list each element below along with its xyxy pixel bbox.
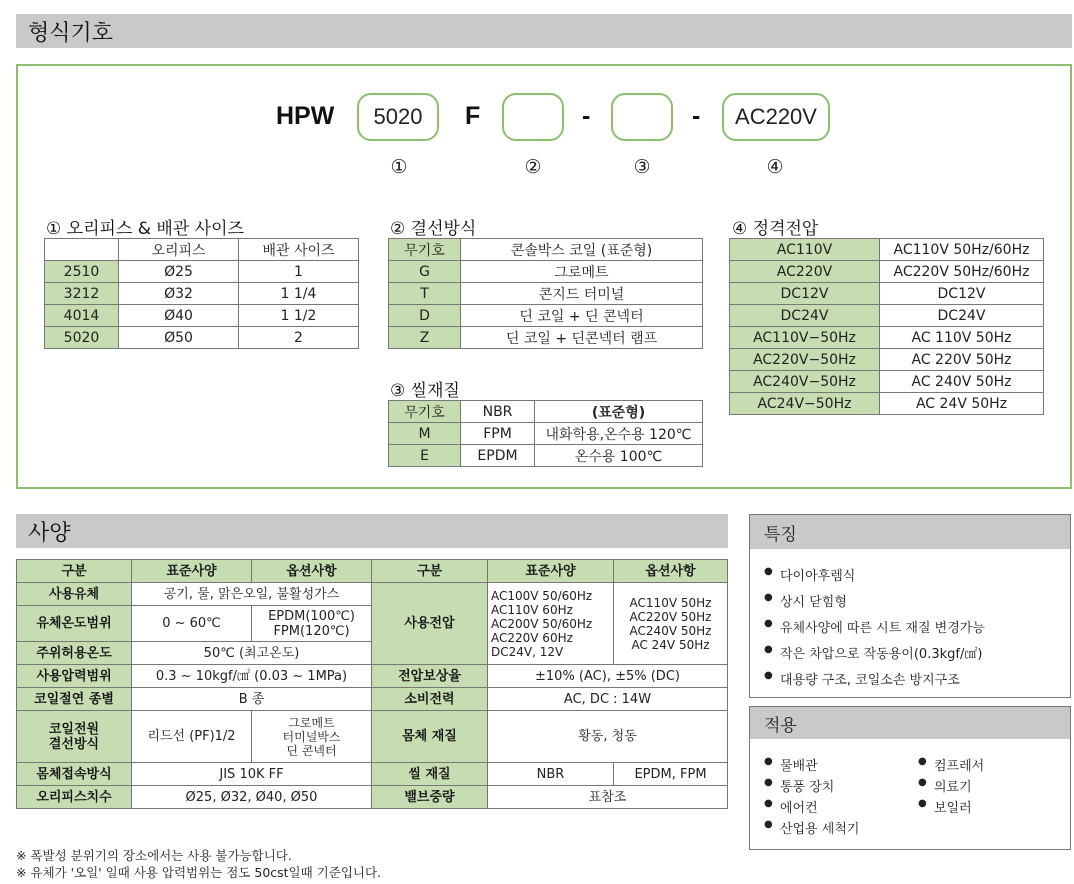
features-list xyxy=(750,549,1070,695)
table-cell: 그로메트 xyxy=(461,261,703,283)
table-cell: AC24V−50Hz xyxy=(730,393,880,415)
table-cell: Z xyxy=(389,327,461,349)
table-cell: 공기, 물, 맑은오일, 불활성가스 xyxy=(132,583,372,606)
list-item: ● 의료기 xyxy=(914,776,984,797)
code-dash-1: - xyxy=(582,102,591,130)
table-row xyxy=(17,665,728,688)
code-num-3: ③ xyxy=(633,156,651,178)
table-cell: 리드선 (PF)1/2 xyxy=(132,711,252,763)
spec-table xyxy=(16,559,728,809)
voltage-std-line: AC110V 60Hz xyxy=(491,602,573,617)
note-line: ※ 유체가 '오일' 일때 사용 압력범위는 점도 50cst일때 기준입니다. xyxy=(16,865,382,880)
voltage-code-box xyxy=(722,93,830,141)
table-cell: 황동, 청동 xyxy=(488,711,728,763)
table-header-cell: 오리피스 xyxy=(119,239,239,261)
table-cell: Ø50 xyxy=(119,327,239,349)
table-row xyxy=(389,423,703,445)
voltage-std-line: AC200V 50/60Hz xyxy=(491,616,593,631)
coil-label-line: 코일전원 xyxy=(48,721,100,737)
coil-opt-cell xyxy=(252,711,372,763)
table-cell: 4014 xyxy=(45,305,119,327)
voltage-std-cell xyxy=(488,583,614,665)
table-header-cell: 옵션사항 xyxy=(252,560,372,583)
table-header-cell: 구분 xyxy=(17,560,132,583)
table-row xyxy=(389,445,703,467)
table-cell: AC110V−50Hz xyxy=(730,327,880,349)
voltage-std-line: DC24V, 12V xyxy=(491,644,564,659)
wiring-title: ② 결선방식 xyxy=(390,219,477,239)
code-dash-2: - xyxy=(692,102,701,130)
table-cell: 주위허용온도 xyxy=(17,642,132,665)
code-num-4: ④ xyxy=(766,156,784,178)
table-cell: AC220V xyxy=(730,261,880,283)
voltage-title: ④ 정격전압 xyxy=(732,219,819,239)
table-cell: 콘지드 터미널 xyxy=(461,283,703,305)
table-row xyxy=(17,711,728,763)
table-header-row xyxy=(389,239,703,261)
voltage-opt-line: AC 24V 50Hz xyxy=(631,637,710,652)
table-cell: AC, DC : 14W xyxy=(488,688,728,711)
table-row xyxy=(45,283,359,305)
table-cell: 표참조 xyxy=(488,786,728,809)
table-header-row xyxy=(45,239,359,261)
table-cell: 몸체접속방식 xyxy=(17,763,132,786)
table-row xyxy=(730,349,1044,371)
table-cell: 몸체 재질 xyxy=(372,711,488,763)
table-header-cell: 배관 사이즈 xyxy=(239,239,359,261)
voltage-std-line: AC100V 50/60Hz xyxy=(491,588,593,603)
table-row xyxy=(730,393,1044,415)
table-cell: M xyxy=(389,423,461,445)
table-cell: AC220V 50Hz/60Hz xyxy=(880,261,1044,283)
table-row xyxy=(17,583,728,606)
table-cell: Ø40 xyxy=(119,305,239,327)
list-item: ● 대용량 구조, 코일소손 방지구조 xyxy=(760,669,1070,695)
features-box xyxy=(749,514,1071,698)
applications-header xyxy=(750,707,1070,739)
table-row xyxy=(389,283,703,305)
table-cell: AC110V 50Hz/60Hz xyxy=(880,239,1044,261)
coil-label-cell xyxy=(17,711,132,763)
table-header-row xyxy=(389,401,703,423)
wiring-table xyxy=(388,238,703,349)
table-cell: 코일절연 종별 xyxy=(17,688,132,711)
table-cell: 무기호 xyxy=(389,239,461,261)
table-cell: 사용압력범위 xyxy=(17,665,132,688)
table-cell: 사용유체 xyxy=(17,583,132,606)
table-cell: G xyxy=(389,261,461,283)
table-cell: E xyxy=(389,445,461,467)
spec-section-header xyxy=(16,514,728,548)
table-cell: 50℃ (최고온도) xyxy=(132,642,372,665)
table-row xyxy=(45,261,359,283)
orifice-title: ① 오리피스 & 배관 사이즈 xyxy=(46,219,244,239)
code-num-1: ① xyxy=(390,156,408,178)
list-item: ● 작은 차압으로 작동용이(0.3kgf/㎠) xyxy=(760,643,1070,669)
table-cell: 무기호 xyxy=(389,401,461,423)
size-code-box xyxy=(357,93,439,141)
table-cell: DC24V xyxy=(730,305,880,327)
table-cell: NBR xyxy=(461,401,535,423)
table-cell: 2 xyxy=(239,327,359,349)
fluid-temp-opt-line: FPM(120℃) xyxy=(273,623,350,639)
table-cell: 소비전력 xyxy=(372,688,488,711)
voltage-opt-line: AC220V 50Hz xyxy=(629,609,712,624)
table-cell: ±10% (AC), ±5% (DC) xyxy=(488,665,728,688)
table-cell: T xyxy=(389,283,461,305)
table-header-cell: 표준사양 xyxy=(132,560,252,583)
voltage-opt-line: AC240V 50Hz xyxy=(629,623,712,638)
model-prefix: HPW xyxy=(276,102,335,130)
applications-box xyxy=(749,706,1071,850)
table-cell: AC220V−50Hz xyxy=(730,349,880,371)
table-header-cell xyxy=(45,239,119,261)
table-row xyxy=(730,283,1044,305)
list-item: ● 에어컨 xyxy=(760,797,859,818)
table-row xyxy=(730,327,1044,349)
table-cell: DC12V xyxy=(730,283,880,305)
applications-list-left xyxy=(760,755,859,839)
table-cell: 전압보상율 xyxy=(372,665,488,688)
code-num-2: ② xyxy=(524,156,542,178)
coil-label-line: 결선방식 xyxy=(48,736,100,752)
applications-list-right xyxy=(914,755,984,818)
note-line: ※ 폭발성 분위기의 장소에서는 사용 불가능합니다. xyxy=(16,848,292,863)
list-item: ● 유체사양에 따른 시트 재질 변경가능 xyxy=(760,617,1070,643)
table-row xyxy=(730,371,1044,393)
table-cell: DC24V xyxy=(880,305,1044,327)
table-cell: 씰 재질 xyxy=(372,763,488,786)
table-cell: 0.3 ~ 10kgf/㎠ (0.03 ~ 1MPa) xyxy=(132,665,372,688)
table-header-cell: 표준사양 xyxy=(488,560,614,583)
fluid-temp-opt-cell xyxy=(252,606,372,642)
table-cell: AC 110V 50Hz xyxy=(880,327,1044,349)
table-cell: 3212 xyxy=(45,283,119,305)
voltage-opt-line: AC110V 50Hz xyxy=(629,595,712,610)
table-row xyxy=(730,261,1044,283)
table-header-row xyxy=(17,560,728,583)
table-cell: FPM xyxy=(461,423,535,445)
table-cell: 오리피스치수 xyxy=(17,786,132,809)
model-section-title: 형식기호 xyxy=(28,20,114,46)
features-header xyxy=(750,515,1070,549)
table-row xyxy=(17,688,728,711)
table-cell: JIS 10K FF xyxy=(132,763,372,786)
table-cell: 유체온도범위 xyxy=(17,606,132,642)
table-cell: EPDM, FPM xyxy=(614,763,728,786)
table-cell: 2510 xyxy=(45,261,119,283)
table-cell: (표준형) xyxy=(535,401,703,423)
table-cell: 온수용 100℃ xyxy=(535,445,703,467)
table-cell: D xyxy=(389,305,461,327)
table-cell: 콘솔박스 코일 (표준형) xyxy=(461,239,703,261)
table-cell: 1 1/2 xyxy=(239,305,359,327)
fluid-temp-opt-line: EPDM(100℃) xyxy=(268,608,355,624)
table-cell: 딘 코일 + 딘 콘넥터 xyxy=(461,305,703,327)
seal-code-box xyxy=(611,93,673,141)
voltage-std-line: AC220V 60Hz xyxy=(491,630,573,645)
table-cell: DC12V xyxy=(880,283,1044,305)
table-cell: AC 24V 50Hz xyxy=(880,393,1044,415)
list-item: ● 상시 닫힘형 xyxy=(760,591,1070,617)
table-row xyxy=(389,261,703,283)
table-row xyxy=(17,786,728,809)
voltage-opt-cell xyxy=(614,583,728,665)
table-row xyxy=(389,305,703,327)
table-cell: EPDM xyxy=(461,445,535,467)
table-row xyxy=(45,305,359,327)
table-cell: B 종 xyxy=(132,688,372,711)
list-item: ● 통풍 장치 xyxy=(760,776,859,797)
table-row xyxy=(730,305,1044,327)
table-cell: AC110V xyxy=(730,239,880,261)
table-cell: 사용전압 xyxy=(372,583,488,665)
voltage-code-value: AC220V xyxy=(735,104,817,129)
list-item: ● 보일러 xyxy=(914,797,984,818)
table-cell: Ø25, Ø32, Ø40, Ø50 xyxy=(132,786,372,809)
table-row xyxy=(389,327,703,349)
applications-title: 적용 xyxy=(764,715,797,736)
list-item: ● 컴프레서 xyxy=(914,755,984,776)
list-item: ● 다이아후렘식 xyxy=(760,565,1070,591)
coil-opt-line: 터미널박스 xyxy=(282,729,341,744)
features-title: 특징 xyxy=(764,524,797,545)
size-code-value: 5020 xyxy=(373,104,423,129)
table-cell: 1 xyxy=(239,261,359,283)
table-cell: 내화학용,온수용 120℃ xyxy=(535,423,703,445)
orifice-table xyxy=(44,238,359,349)
model-section-header xyxy=(16,14,1072,48)
table-cell: 5020 xyxy=(45,327,119,349)
list-item: ● 산업용 세척기 xyxy=(760,818,859,839)
table-cell: NBR xyxy=(488,763,614,786)
table-cell: Ø25 xyxy=(119,261,239,283)
table-cell: 딘 코일 + 딘콘넥터 램프 xyxy=(461,327,703,349)
model-letter: F xyxy=(465,102,481,130)
coil-opt-line: 딘 콘넥터 xyxy=(286,743,337,758)
table-header-cell: 옵션사항 xyxy=(614,560,728,583)
table-row xyxy=(45,327,359,349)
coil-opt-line: 그로메트 xyxy=(288,715,335,730)
table-row xyxy=(730,239,1044,261)
table-cell: Ø32 xyxy=(119,283,239,305)
list-item: ● 물배관 xyxy=(760,755,859,776)
table-cell: AC 220V 50Hz xyxy=(880,349,1044,371)
table-cell: AC240V−50Hz xyxy=(730,371,880,393)
table-cell: 밸브중량 xyxy=(372,786,488,809)
table-cell: AC 240V 50Hz xyxy=(880,371,1044,393)
table-row xyxy=(17,763,728,786)
seal-title: ③ 씰재질 xyxy=(390,381,460,401)
spec-section-title: 사양 xyxy=(28,520,71,546)
seal-table xyxy=(388,400,703,467)
voltage-table xyxy=(729,238,1044,415)
table-header-cell: 구분 xyxy=(372,560,488,583)
wiring-code-box xyxy=(502,93,564,141)
table-cell: 0 ~ 60℃ xyxy=(132,606,252,642)
table-cell: 1 1/4 xyxy=(239,283,359,305)
